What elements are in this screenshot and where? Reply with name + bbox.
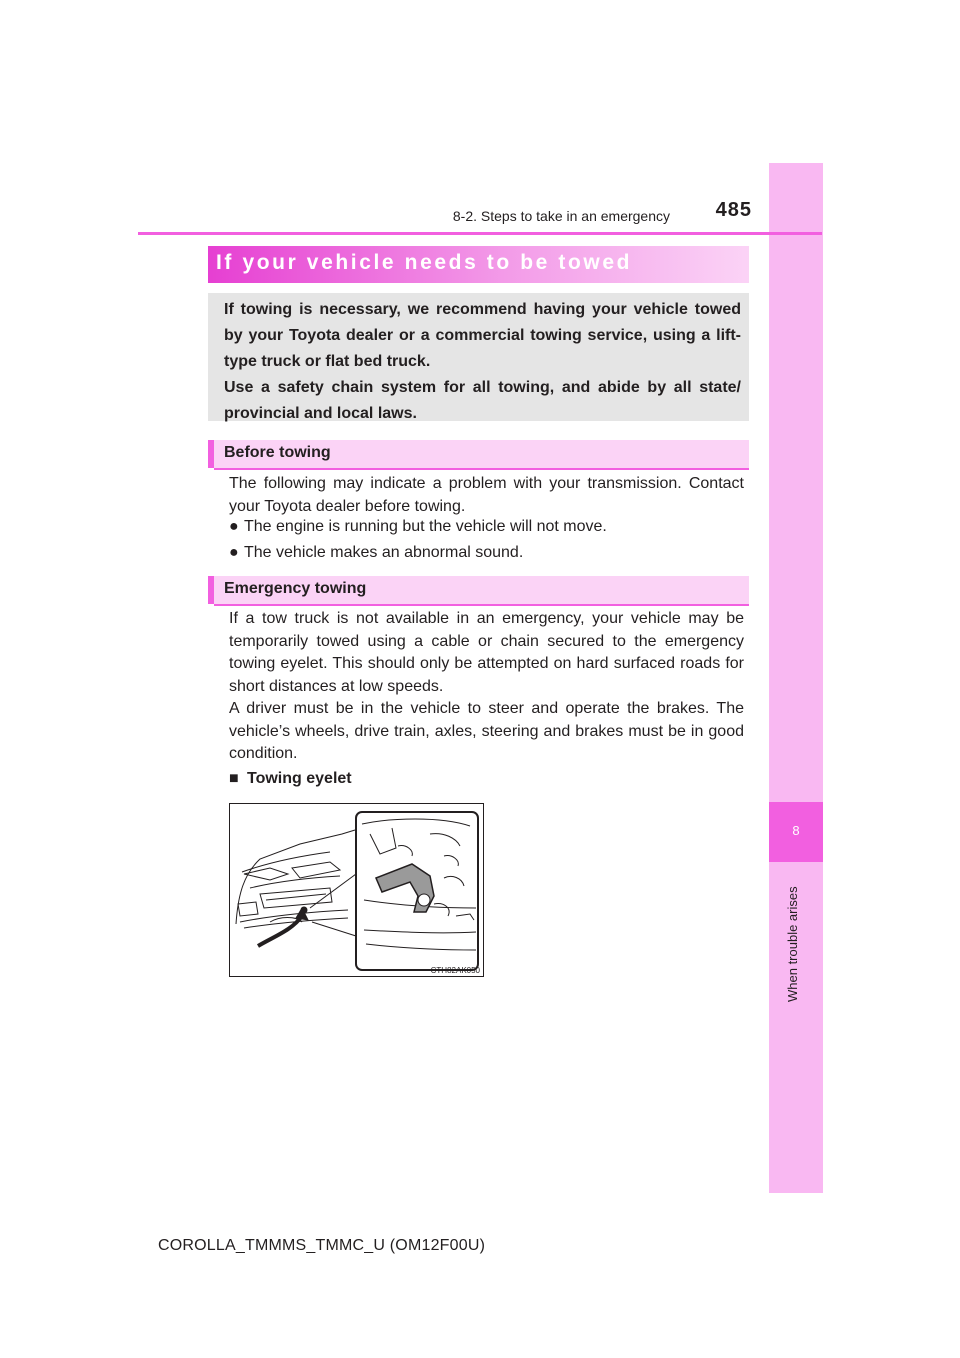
page-title: If your vehicle needs to be towed <box>216 251 633 274</box>
chapter-number-tab: 8 <box>769 802 823 862</box>
emergency-towing-paragraph-1: If a tow truck is not available in an emergency, your vehicle may be temporarily towed using a cable or chain secured to the emergency towing eyelet. This should only be attempted on hard surfaced roads for short distances at low speeds. <box>229 610 744 695</box>
section-label: 8-2. Steps to take in an emergency <box>452 208 670 224</box>
before-towing-paragraph: The following may indicate a problem with your transmission. Contact your Toyota dealer before towing. <box>229 475 744 515</box>
page-number: 485 <box>715 199 752 221</box>
chapter-label: When trouble arises <box>785 886 800 1002</box>
bullet-icon: ● <box>229 544 239 561</box>
emergency-towing-paragraph-2: A driver must be in the vehicle to steer and operate the brakes. The vehicle’s wheels, drive train, axles, steering and brakes must be in good condition. <box>229 700 744 762</box>
intro-text-2: Use a safety chain system for all towing, and abide by all state/ provincial and local laws. <box>224 379 741 422</box>
emergency-towing-text <box>229 608 744 766</box>
before-towing-heading-bar <box>208 440 749 468</box>
emergency-towing-heading: Emergency towing <box>224 580 367 597</box>
list-item-text: The engine is running but the vehicle will not move. <box>244 518 607 535</box>
list-item <box>229 516 607 538</box>
footer-doc-id: COROLLA_TMMMS_TMMC_U (OM12F00U) <box>158 1237 486 1254</box>
car-front-drawing <box>230 804 485 978</box>
towing-eyelet-label: Towing eyelet <box>247 770 352 787</box>
header-rule <box>138 232 822 235</box>
side-tab <box>769 163 823 1193</box>
list-item <box>229 542 523 564</box>
before-towing-heading: Before towing <box>224 444 331 461</box>
before-towing-text <box>229 473 744 518</box>
intro-box <box>208 293 749 421</box>
title-bar <box>208 246 749 283</box>
list-item-text: The vehicle makes an abnormal sound. <box>244 544 524 561</box>
bullet-icon: ● <box>229 518 239 535</box>
emergency-towing-heading-bar <box>208 576 749 604</box>
intro-text-1: If towing is necessary, we recommend having your vehicle towed by your Toyota dealer or a commercial towing service, using a lift-type truck or flat bed truck. <box>224 301 741 370</box>
figure-code: CTH82AK050 <box>430 966 480 975</box>
square-bullet-icon: ■ <box>229 770 239 787</box>
towing-eyelet-heading <box>229 770 352 788</box>
towing-eyelet-illustration <box>229 803 484 977</box>
